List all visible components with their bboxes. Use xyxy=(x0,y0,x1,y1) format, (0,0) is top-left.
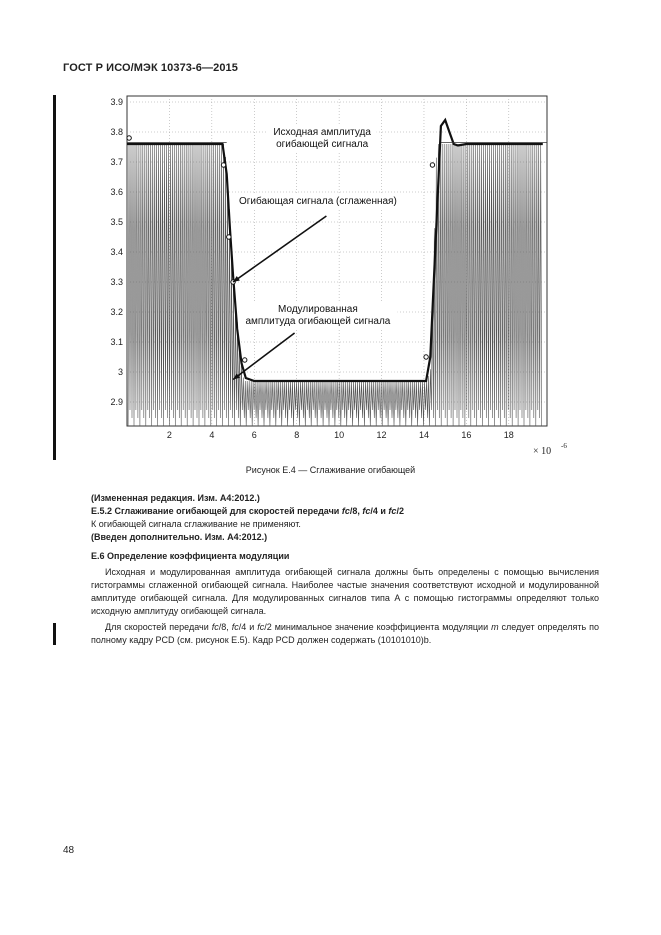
x-tick-label: 6 xyxy=(251,430,257,440)
revision-bar-figure xyxy=(53,95,56,460)
figure-caption: Рисунок Е.4 — Сглаживание огибающей xyxy=(245,465,416,475)
y-tick-label: 3.2 xyxy=(110,307,123,317)
x-tick-label: 2 xyxy=(166,430,172,440)
section-e52-title: Е.5.2 Сглаживание огибающей для скоростей передачи fc/8, fc/4 и fc/2 xyxy=(91,506,404,516)
data-point-marker xyxy=(243,358,247,362)
y-tick-label: 3 xyxy=(117,367,123,377)
data-point-marker xyxy=(127,136,131,140)
y-tick-label: 3.9 xyxy=(110,97,123,107)
data-point-marker xyxy=(424,355,428,359)
paragraph-1: Исходная и модулированная амплитуда огибающей сигнала должны быть определены с помощью вычисления гистограммы сглаженной огибающей сигнала. Наиболее частые значения соответствуют исходной и модулированной амплитуде огибающей сигнала. Для модулированных сигналов типа А с помощью гистограммы определяют только исходную амплитуду огибающей сигнала. xyxy=(91,567,599,616)
document-header: ГОСТ Р ИСО/МЭК 10373-6—2015 xyxy=(63,62,238,74)
annotation-label: Модулированная xyxy=(278,304,358,315)
x-tick-label: 14 xyxy=(418,430,429,440)
x-tick-label: 4 xyxy=(209,430,215,440)
y-tick-label: 2.9 xyxy=(110,397,123,407)
data-point-marker xyxy=(430,163,434,167)
y-tick-label: 3.4 xyxy=(110,247,123,257)
amendment-note-1: (Измененная редакция. Изм. А4:2012.) xyxy=(91,493,260,503)
section-e6-title: Е.6 Определение коэффициента модуляции xyxy=(91,551,290,561)
paragraph-2: Для скоростей передачи fc/8, fc/4 и fc/2 минимальное значение коэффициента модуляции m следует определять по полному кадру PCD (см. рисунок Е.5). Кадр PCD должен содержать (10101010)b. xyxy=(91,622,599,645)
x-axis-multiplier: × 10 xyxy=(533,446,552,457)
annotation-label: Огибающая сигнала (сглаженная) xyxy=(239,196,397,207)
x-tick-label: 12 xyxy=(376,430,387,440)
x-tick-label: 16 xyxy=(461,430,472,440)
y-tick-label: 3.8 xyxy=(110,127,123,137)
revision-bar-text xyxy=(53,623,56,645)
y-tick-label: 3.1 xyxy=(110,337,123,347)
annotation-label: амплитуда огибающей сигнала xyxy=(245,316,391,327)
data-point-marker xyxy=(227,235,231,239)
y-tick-label: 3.3 xyxy=(110,277,123,287)
data-point-marker xyxy=(221,163,225,167)
y-tick-label: 3.7 xyxy=(110,157,123,167)
annotation-label: огибающей сигнала xyxy=(276,139,369,150)
x-tick-label: 18 xyxy=(503,430,514,440)
section-body xyxy=(91,492,599,647)
page-number: 48 xyxy=(63,845,75,856)
x-tick-label: 8 xyxy=(294,430,300,440)
annotation-label: Исходная амплитуда xyxy=(273,127,371,138)
section-e52-text: К огибающей сигнала сглаживание не применяют. xyxy=(91,519,301,529)
y-tick-label: 3.6 xyxy=(110,187,123,197)
x-axis-multiplier-exponent: -6 xyxy=(561,442,567,450)
amendment-note-2: (Введен дополнительно. Изм. А4:2012.) xyxy=(91,532,268,542)
envelope-chart xyxy=(92,92,567,462)
y-tick-label: 3.5 xyxy=(110,217,123,227)
x-tick-label: 10 xyxy=(334,430,345,440)
